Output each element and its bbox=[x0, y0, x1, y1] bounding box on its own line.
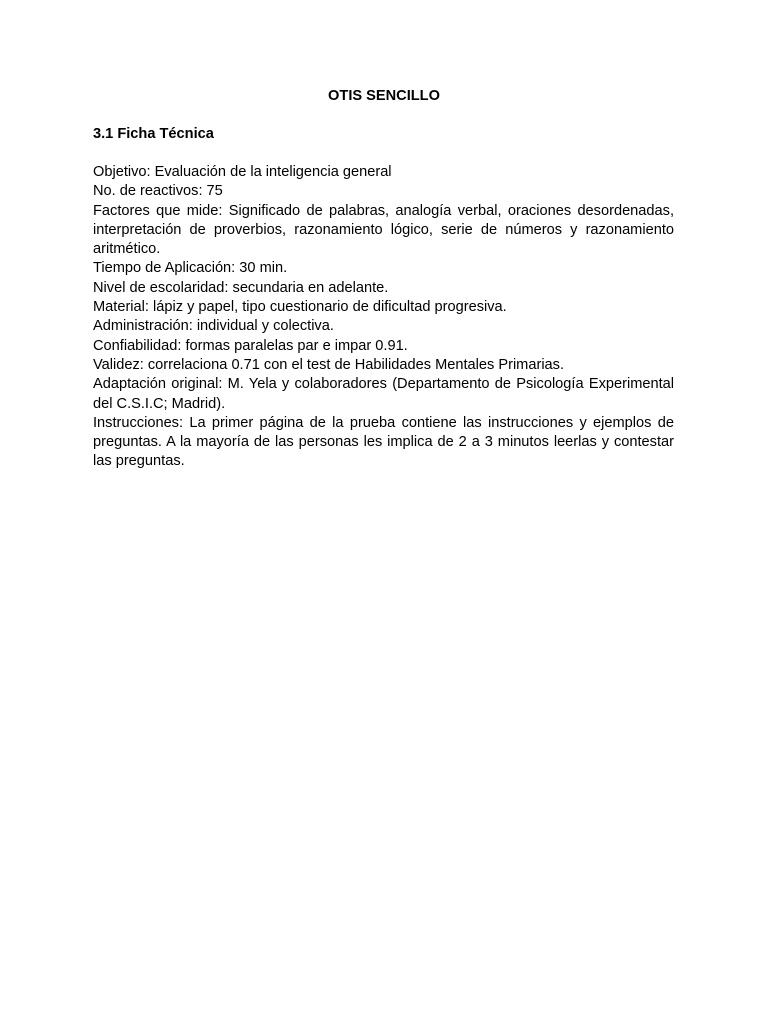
factors-paragraph: Factores que mide: Significado de palabras, analogía verbal, oraciones desordenadas, interpretación de proverbios, razonamiento lógico, serie de números y razonamiento aritmético. bbox=[93, 202, 674, 258]
administration-line: Administración: individual y colectiva. bbox=[93, 318, 334, 335]
adaptation-paragraph: Adaptación original: M. Yela y colaboradores (Departamento de Psicología Experimental del C.S.I.C; Madrid). bbox=[93, 376, 674, 412]
validity-line: Validez: correlaciona 0.71 con el test de Habilidades Mentales Primarias. bbox=[93, 356, 565, 373]
objective-line: Objetivo: Evaluación de la inteligencia general bbox=[93, 164, 392, 180]
document-title: OTIS SENCILLO bbox=[328, 88, 440, 104]
section-heading: 3.1 Ficha Técnica bbox=[93, 126, 214, 142]
schooling-level-line: Nivel de escolaridad: secundaria en adelante. bbox=[93, 279, 389, 296]
application-time-line: Tiempo de Aplicación: 30 min. bbox=[93, 260, 288, 277]
instructions-paragraph: Instrucciones: La primer página de la prueba contiene las instrucciones y ejemplos de preguntas. A la mayoría de las personas les implica de 2 a 3 minutos leerlas y contestar las preguntas. bbox=[93, 414, 674, 470]
technical-sheet-body bbox=[93, 163, 674, 472]
material-line: Material: lápiz y papel, tipo cuestionario de dificultad progresiva. bbox=[93, 299, 507, 316]
reliability-line: Confiabilidad: formas paralelas par e impar 0.91. bbox=[93, 337, 408, 354]
item-count-line: No. de reactivos: 75 bbox=[93, 183, 223, 200]
